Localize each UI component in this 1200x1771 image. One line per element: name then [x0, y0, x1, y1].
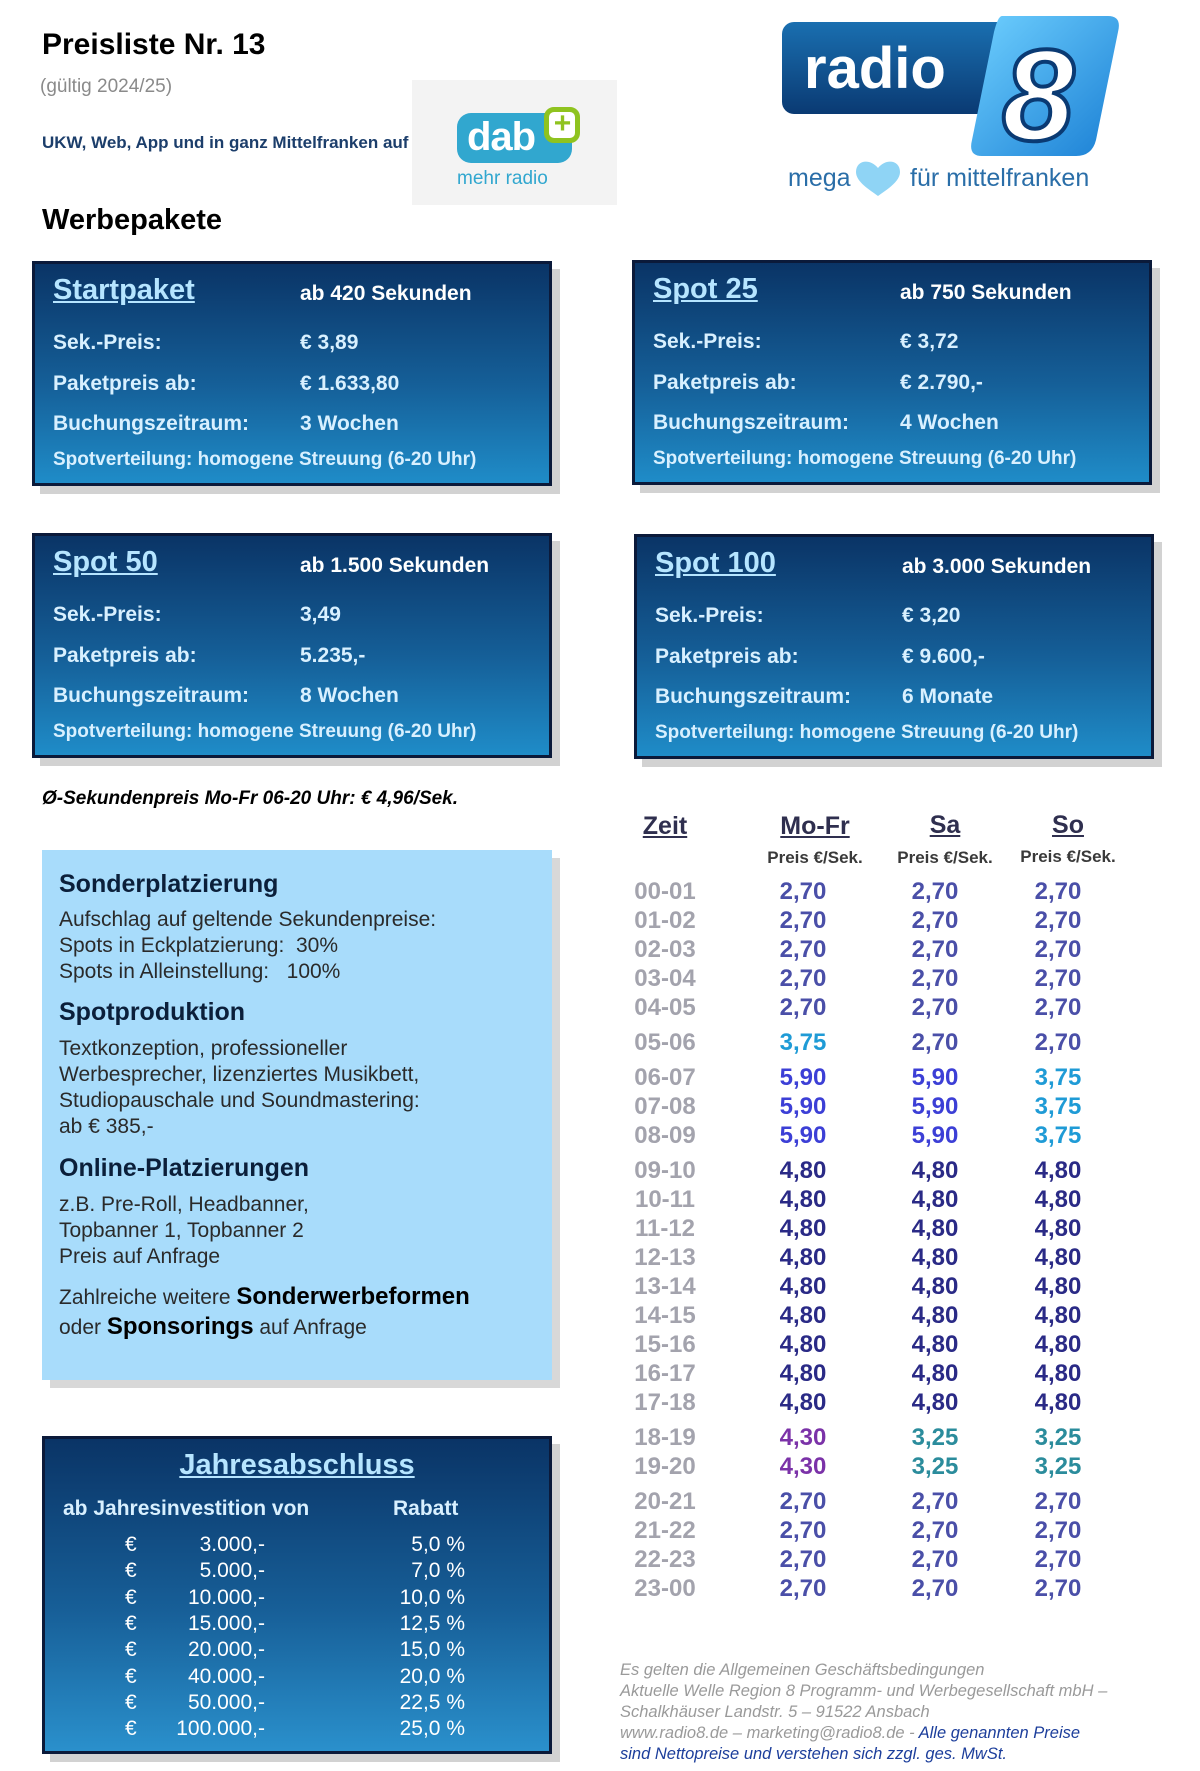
special-placement-title: Sonderplatzierung: [59, 870, 279, 898]
sek-price-label: Sek.-Preis:: [53, 603, 162, 626]
discount-percent: 10,0 %: [399, 1585, 465, 1609]
so-unit-label: Preis €/Sek.: [1020, 847, 1116, 866]
price-sa: 5,90: [911, 1064, 959, 1091]
price-mofr: 2,70: [779, 1546, 827, 1573]
price-table-row: [615, 994, 1155, 1022]
currency-symbol: €: [125, 1717, 137, 1741]
booking-period-value: 4 Wochen: [900, 411, 999, 434]
net-price-note: Alle genannten Preise: [918, 1724, 1081, 1742]
package-price-label: Paketpreis ab:: [655, 645, 799, 668]
currency-symbol: €: [125, 1638, 137, 1662]
price-sa: 4,80: [911, 1331, 959, 1358]
time-slot: 00-01: [634, 878, 696, 905]
online-placements-text: z.B. Pre-Roll, Headbanner, Topbanner 1, Topbanner 2 Preis auf Anfrage: [59, 1193, 309, 1268]
price-mofr: 2,70: [779, 994, 827, 1021]
price-mofr: 2,70: [779, 965, 827, 992]
time-slot: 14-15: [634, 1302, 696, 1329]
price-sa: 4,80: [911, 1157, 959, 1184]
more-ad-formats-text: Zahlreiche weitere: [59, 1286, 237, 1309]
price-so: 2,70: [1034, 878, 1082, 905]
footer-line: Es gelten die Allgemeinen Geschäftsbedingungen: [620, 1661, 985, 1679]
package-min-seconds: ab 420 Sekunden: [300, 282, 472, 305]
price-sa: 4,80: [911, 1360, 959, 1387]
special-offers-box: [42, 850, 552, 1380]
annual-discount-row: [45, 1612, 549, 1638]
footer-contact: www.radio8.de – marketing@radio8.de -: [620, 1724, 919, 1742]
price-sa: 2,70: [911, 994, 959, 1021]
footer-line: [620, 1723, 1180, 1744]
time-slot: 20-21: [634, 1488, 696, 1515]
price-sa: 4,80: [911, 1244, 959, 1271]
time-slot: 18-19: [634, 1424, 696, 1451]
price-table-row: [615, 936, 1155, 964]
time-slot: 03-04: [634, 965, 696, 992]
booking-period-value: 8 Wochen: [300, 684, 399, 707]
online-placements-title: Online-Platzierungen: [59, 1154, 310, 1182]
price-sa: 5,90: [911, 1122, 959, 1149]
footer-legal: [620, 1660, 1180, 1765]
spot-production-title: Spotproduktion: [59, 998, 246, 1026]
time-slot: 17-18: [634, 1389, 696, 1416]
coverage-text: UKW, Web, App und in ganz Mittelfranken auf: [42, 133, 409, 152]
price-sa: 3,25: [911, 1453, 959, 1480]
discount-percent: 20,0 %: [399, 1664, 465, 1688]
time-slot: 02-03: [634, 936, 696, 963]
price-so: 2,70: [1034, 1517, 1082, 1544]
price-sa: 2,70: [911, 1488, 959, 1515]
annual-discount-row: [45, 1533, 549, 1559]
price-so: 2,70: [1034, 1546, 1082, 1573]
time-slot: 05-06: [634, 1029, 696, 1056]
price-so: 2,70: [1034, 1575, 1082, 1602]
annual-investment-header: ab Jahresinvestition von: [63, 1497, 310, 1520]
package-min-seconds: ab 1.500 Sekunden: [300, 554, 490, 577]
price-mofr: 4,80: [779, 1273, 827, 1300]
price-sa: 2,70: [911, 878, 959, 905]
package-min-seconds: ab 750 Sekunden: [900, 281, 1072, 304]
price-so: 3,75: [1034, 1093, 1082, 1120]
spot-production-text: Textkonzeption, professioneller Werbesprecher, lizenziertes Musikbett, Studiopauschale und Soundmastering: ab € 385,-: [59, 1037, 420, 1138]
currency-symbol: €: [125, 1585, 137, 1609]
price-table-row: [615, 1517, 1155, 1545]
discount-percent: 5,0 %: [411, 1533, 465, 1556]
spot-distribution: Spotverteilung: homogene Streuung (6-20 Uhr): [53, 721, 477, 742]
validity-note: (gültig 2024/25): [40, 76, 173, 97]
price-table-row: [615, 1215, 1155, 1243]
price-so: 4,80: [1034, 1302, 1082, 1329]
currency-symbol: €: [125, 1664, 137, 1688]
price-so: 2,70: [1034, 994, 1082, 1021]
package-price-value: 5.235,-: [300, 644, 366, 667]
price-mofr: 2,70: [779, 936, 827, 963]
price-mofr: 5,90: [779, 1122, 827, 1149]
price-table-row: [615, 1453, 1155, 1481]
price-table-row: [615, 907, 1155, 935]
price-table-row: [615, 965, 1155, 993]
so-column-header: So: [1052, 811, 1084, 839]
sa-unit-label: Preis €/Sek.: [897, 848, 993, 867]
price-sa: 2,70: [911, 965, 959, 992]
discount-percent: 7,0 %: [411, 1559, 465, 1583]
investment-amount: 3.000,-: [199, 1533, 265, 1556]
price-mofr: 4,80: [779, 1360, 827, 1387]
time-slot: 11-12: [634, 1215, 696, 1242]
price-mofr: 5,90: [779, 1064, 827, 1091]
footer-line: Aktuelle Welle Region 8 Programm- und Werbegesellschaft mbH –: [620, 1682, 1108, 1700]
price-table-row: [615, 1302, 1155, 1330]
sponsoring-suffix: auf Anfrage: [253, 1316, 367, 1339]
price-mofr: 2,70: [779, 907, 827, 934]
price-so: 4,80: [1034, 1389, 1082, 1416]
package-price-value: € 1.633,80: [300, 372, 400, 395]
price-table-row: [615, 1029, 1155, 1057]
time-slot: 10-11: [634, 1186, 696, 1213]
package-price-label: Paketpreis ab:: [53, 372, 197, 395]
package-price-label: Paketpreis ab:: [653, 371, 797, 394]
radio8-logo-number: 8: [1002, 22, 1075, 168]
time-slot: 16-17: [634, 1360, 696, 1387]
price-mofr: 3,75: [779, 1029, 827, 1056]
price-so: 4,80: [1034, 1157, 1082, 1184]
time-slot: 13-14: [634, 1273, 696, 1300]
mofr-column-header: Mo-Fr: [780, 812, 850, 840]
investment-amount: 20.000,-: [187, 1638, 265, 1662]
price-so: 2,70: [1034, 1029, 1082, 1056]
dab-plus-logo: [412, 80, 617, 205]
price-table-row: [615, 1064, 1155, 1092]
dab-badge: [457, 107, 572, 163]
annual-discount-row: [45, 1665, 549, 1691]
annual-discount-row: [45, 1717, 549, 1743]
price-mofr: 2,70: [779, 1575, 827, 1602]
price-table-row: [615, 1273, 1155, 1301]
currency-symbol: €: [125, 1559, 137, 1583]
spot-distribution: Spotverteilung: homogene Streuung (6-20 Uhr): [53, 449, 477, 470]
time-slot: 04-05: [634, 994, 696, 1021]
sek-price-value: 3,49: [300, 603, 341, 626]
price-sa: 4,80: [911, 1302, 959, 1329]
price-so: 2,70: [1034, 965, 1082, 992]
currency-symbol: €: [125, 1690, 137, 1714]
price-sa: 3,25: [911, 1424, 959, 1451]
price-so: 2,70: [1034, 936, 1082, 963]
price-sa: 2,70: [911, 1575, 959, 1602]
annual-discount-row: [45, 1559, 549, 1585]
sek-price-label: Sek.-Preis:: [653, 330, 762, 353]
price-so: 3,75: [1034, 1064, 1082, 1091]
time-slot: 08-09: [634, 1122, 696, 1149]
price-table-row: [615, 1488, 1155, 1516]
time-slot: 21-22: [634, 1517, 696, 1544]
price-mofr: 4,80: [779, 1157, 827, 1184]
annual-discount-box: [42, 1436, 552, 1754]
price-mofr: 5,90: [779, 1093, 827, 1120]
price-mofr: 4,30: [779, 1424, 827, 1451]
booking-period-label: Buchungszeitraum:: [53, 412, 250, 435]
time-slot: 07-08: [634, 1093, 696, 1120]
footer-line: Schalkhäuser Landstr. 5 – 91522 Ansbach: [620, 1703, 930, 1721]
currency-symbol: €: [125, 1611, 137, 1635]
price-so: 3,25: [1034, 1453, 1082, 1480]
sek-price-value: € 3,72: [900, 330, 959, 353]
special-placement-text: Aufschlag auf geltende Sekundenpreise: Spots in Eckplatzierung: 30% Spots in Alleinstellung: 100%: [59, 908, 437, 983]
spot-distribution: Spotverteilung: homogene Streuung (6-20 Uhr): [653, 448, 1077, 469]
discount-header: Rabatt: [393, 1497, 459, 1520]
price-so: 2,70: [1034, 907, 1082, 934]
price-table-row: [615, 1389, 1155, 1417]
annual-discount-row: [45, 1638, 549, 1664]
mofr-unit-label: Preis €/Sek.: [767, 848, 863, 867]
price-mofr: 4,80: [779, 1215, 827, 1242]
discount-percent: 12,5 %: [399, 1611, 465, 1635]
price-so: 4,80: [1034, 1215, 1082, 1242]
discount-percent: 25,0 %: [399, 1717, 465, 1741]
sek-price-label: Sek.-Preis:: [53, 331, 162, 354]
price-mofr: 2,70: [779, 1517, 827, 1544]
price-sa: 2,70: [911, 907, 959, 934]
time-slot: 01-02: [634, 907, 696, 934]
price-table-row: [615, 1122, 1155, 1150]
price-so: 4,80: [1034, 1273, 1082, 1300]
investment-amount: 15.000,-: [187, 1611, 265, 1635]
package-min-seconds: ab 3.000 Sekunden: [902, 555, 1092, 578]
booking-period-value: 3 Wochen: [300, 412, 399, 435]
time-slot: 12-13: [634, 1244, 696, 1271]
sek-price-value: € 3,89: [300, 331, 359, 354]
price-sa: 4,80: [911, 1186, 959, 1213]
discount-percent: 22,5 %: [399, 1690, 465, 1714]
price-so: 4,80: [1034, 1331, 1082, 1358]
price-mofr: 4,80: [779, 1331, 827, 1358]
time-slot: 09-10: [634, 1157, 696, 1184]
page-title: Preisliste Nr. 13: [42, 28, 266, 61]
price-so: 4,80: [1034, 1360, 1082, 1387]
package-card-spot50: [32, 533, 552, 758]
package-price-value: € 9.600,-: [902, 645, 985, 668]
price-mofr: 2,70: [779, 1488, 827, 1515]
dab-logo-text: dab: [467, 115, 536, 159]
net-price-note-cont: sind Nettopreise und verstehen sich zzgl. ges. MwSt.: [620, 1745, 1008, 1763]
price-sa: 2,70: [911, 936, 959, 963]
price-sa: 4,80: [911, 1273, 959, 1300]
radio8-logo-slogan-right: für mittelfranken: [910, 164, 1090, 192]
time-slot: 23-00: [634, 1575, 696, 1602]
dab-logo-subtitle: mehr radio: [457, 168, 548, 189]
price-sa: 5,90: [911, 1093, 959, 1120]
price-table-row: [615, 878, 1155, 906]
price-mofr: 4,80: [779, 1389, 827, 1416]
price-mofr: 2,70: [779, 878, 827, 905]
price-mofr: 4,80: [779, 1244, 827, 1271]
price-so: 4,80: [1034, 1244, 1082, 1271]
heart-icon: [856, 162, 900, 196]
price-so: 3,75: [1034, 1122, 1082, 1149]
price-so: 4,80: [1034, 1186, 1082, 1213]
package-name: Spot 50: [53, 546, 158, 578]
booking-period-label: Buchungszeitraum:: [53, 684, 250, 707]
package-card-spot25: [632, 260, 1152, 485]
package-price-label: Paketpreis ab:: [53, 644, 197, 667]
time-column-header: Zeit: [642, 812, 688, 840]
average-second-price: Ø-Sekundenpreis Mo-Fr 06-20 Uhr: € 4,96/Sek.: [42, 788, 459, 809]
price-table-row: [615, 1093, 1155, 1121]
package-price-value: € 2.790,-: [900, 371, 983, 394]
price-table-row: [615, 1360, 1155, 1388]
price-table-row: [615, 1575, 1155, 1603]
annual-discount-row: [45, 1691, 549, 1717]
price-mofr: 4,30: [779, 1453, 827, 1480]
price-sa: 2,70: [911, 1029, 959, 1056]
price-so: 3,25: [1034, 1424, 1082, 1451]
investment-amount: 5.000,-: [199, 1559, 265, 1583]
investment-amount: 50.000,-: [187, 1690, 265, 1714]
sa-column-header: Sa: [929, 811, 961, 839]
sponsoring-prefix: oder: [59, 1316, 107, 1339]
time-slot: 06-07: [634, 1064, 696, 1091]
time-slot: 15-16: [634, 1331, 696, 1358]
package-name: Spot 100: [655, 547, 776, 579]
radio8-logo: [770, 8, 1130, 203]
investment-amount: 10.000,-: [187, 1585, 265, 1609]
discount-percent: 15,0 %: [399, 1638, 465, 1662]
time-slot: 19-20: [634, 1453, 696, 1480]
package-card-spot100: [634, 534, 1154, 759]
sek-price-value: € 3,20: [902, 604, 961, 627]
investment-amount: 40.000,-: [187, 1664, 265, 1688]
more-ad-formats-line: [59, 1284, 470, 1311]
booking-period-label: Buchungszeitraum:: [653, 411, 850, 434]
price-table-row: [615, 1157, 1155, 1185]
price-table-row: [615, 1424, 1155, 1452]
booking-period-value: 6 Monate: [902, 685, 994, 708]
price-table-row: [615, 1186, 1155, 1214]
price-mofr: 4,80: [779, 1302, 827, 1329]
radio8-logo-slogan-left: mega: [788, 164, 851, 192]
price-table-row: [615, 1244, 1155, 1272]
price-sa: 2,70: [911, 1546, 959, 1573]
dab-plus-icon: +: [544, 107, 580, 143]
price-table-row: [615, 1546, 1155, 1574]
special-ad-formats-emphasis: Sonderwerbeformen: [236, 1283, 470, 1310]
time-slot: 22-23: [634, 1546, 696, 1573]
annual-discount-title: Jahresabschluss: [179, 1449, 415, 1481]
sponsoring-line: [59, 1314, 367, 1341]
package-name: Startpaket: [53, 274, 195, 306]
investment-amount: 100.000,-: [176, 1717, 265, 1741]
package-name: Spot 25: [653, 273, 758, 305]
radio8-logo-word: radio: [804, 36, 946, 101]
price-so: 2,70: [1034, 1488, 1082, 1515]
booking-period-label: Buchungszeitraum:: [655, 685, 852, 708]
spot-distribution: Spotverteilung: homogene Streuung (6-20 Uhr): [655, 722, 1079, 743]
price-sa: 2,70: [911, 1517, 959, 1544]
package-card-startpaket: [32, 261, 552, 486]
annual-discount-row: [45, 1586, 549, 1612]
price-table-row: [615, 1331, 1155, 1359]
price-sa: 4,80: [911, 1215, 959, 1242]
currency-symbol: €: [125, 1533, 137, 1556]
section-title: Werbepakete: [42, 204, 222, 236]
price-mofr: 4,80: [779, 1186, 827, 1213]
sek-price-label: Sek.-Preis:: [655, 604, 764, 627]
sponsoring-emphasis: Sponsorings: [106, 1313, 254, 1340]
price-sa: 4,80: [911, 1389, 959, 1416]
